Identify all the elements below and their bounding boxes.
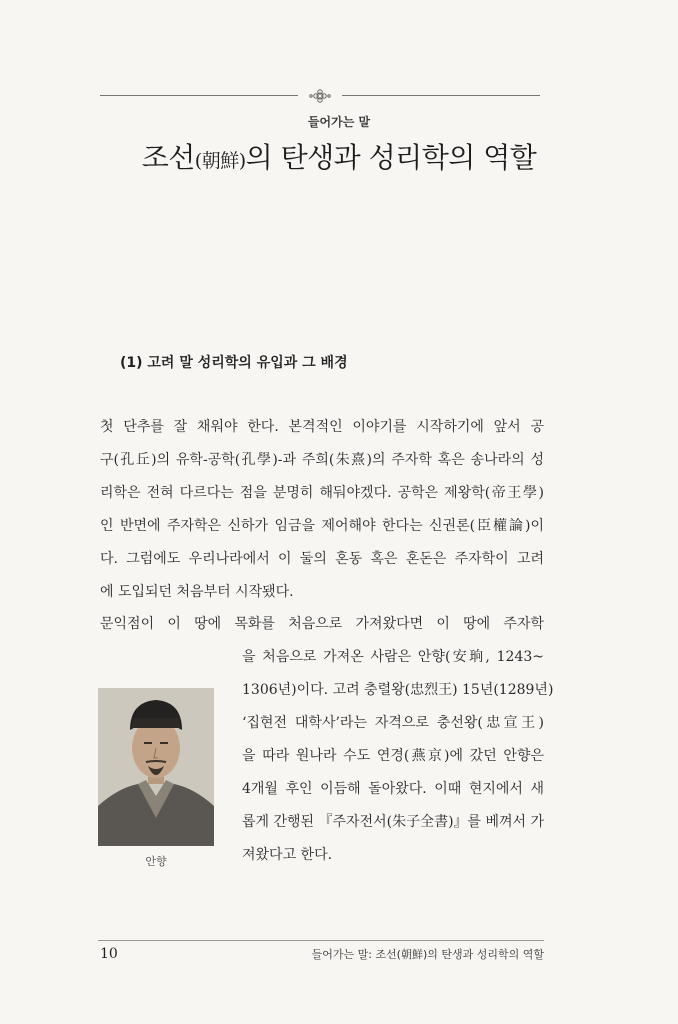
- paragraph-line: 4개월 후인 이듬해 돌아왔다. 이때 현지에서 새: [242, 781, 544, 797]
- chapter-title-hanja: (朝鮮): [194, 150, 246, 172]
- paragraph-line: 에 도입되던 처음부터 시작됐다.: [100, 584, 294, 600]
- paragraph-line: 인 반면에 주자학은 신하가 임금을 제어해야 한다는 신권론(臣權論)이: [100, 518, 544, 534]
- section-heading: (1) 고려 말 성리학의 유입과 그 배경: [120, 355, 348, 371]
- page-number: 10: [100, 946, 118, 962]
- paragraph-line: 첫 단추를 잘 채워야 한다. 본격적인 이야기를 시작하기에 앞서 공: [100, 419, 544, 435]
- chapter-title-rest: 의 탄생과 성리학의 역할: [245, 141, 537, 174]
- portrait-caption: 안향: [145, 855, 167, 868]
- portrait-illustration: [98, 688, 214, 846]
- paragraph-line: 리학은 전혀 다르다는 점을 분명히 해둬야겠다. 공학은 제왕학(帝王學): [100, 485, 544, 501]
- ornament-line-right: [342, 95, 540, 96]
- paragraph-line: 구(孔丘)의 유학-공학(孔學)-과 주희(朱熹)의 주자학 혹은 송나라의 성: [100, 452, 544, 468]
- portrait-image: [98, 688, 214, 846]
- body-paragraph-1: [100, 411, 544, 609]
- knot-ornament-icon: [306, 86, 334, 106]
- header-ornament: [100, 86, 540, 106]
- body-paragraph-2: [100, 608, 544, 641]
- paragraph-line: 문익점이 이 땅에 목화를 처음으로 가져왔다면 이 땅에 주자학: [100, 616, 544, 632]
- part-label: 들어가는 말: [307, 115, 371, 129]
- paragraph-line: 1306년)이다. 고려 충렬왕(忠烈王) 15년(1289년): [242, 682, 554, 698]
- paragraph-line: 다. 그럼에도 우리나라에서 이 둘의 혼동 혹은 혼돈은 주자학이 고려: [100, 551, 544, 567]
- chapter-title: [0, 136, 678, 176]
- paragraph-line: 을 따라 원나라 수도 연경(燕京)에 갔던 안향은: [242, 748, 544, 764]
- paragraph-line: 롭게 간행된 『주자전서(朱子全書)』를 베껴서 가: [242, 814, 545, 830]
- chapter-title-main: 조선: [141, 141, 195, 174]
- paragraph-line: 져왔다고 한다.: [242, 847, 333, 863]
- footer-divider: [98, 940, 544, 941]
- paragraph-line: 을 처음으로 가져온 사람은 안향(安珦, 1243~: [242, 649, 544, 665]
- ornament-line-left: [100, 95, 298, 96]
- running-footer: 들어가는 말: 조선(朝鮮)의 탄생과 성리학의 역할: [311, 948, 544, 961]
- paragraph-line: ‘집현전 대학사’라는 자격으로 충선왕(忠宣王): [242, 715, 544, 731]
- body-paragraph-2-wrapped: [242, 641, 554, 872]
